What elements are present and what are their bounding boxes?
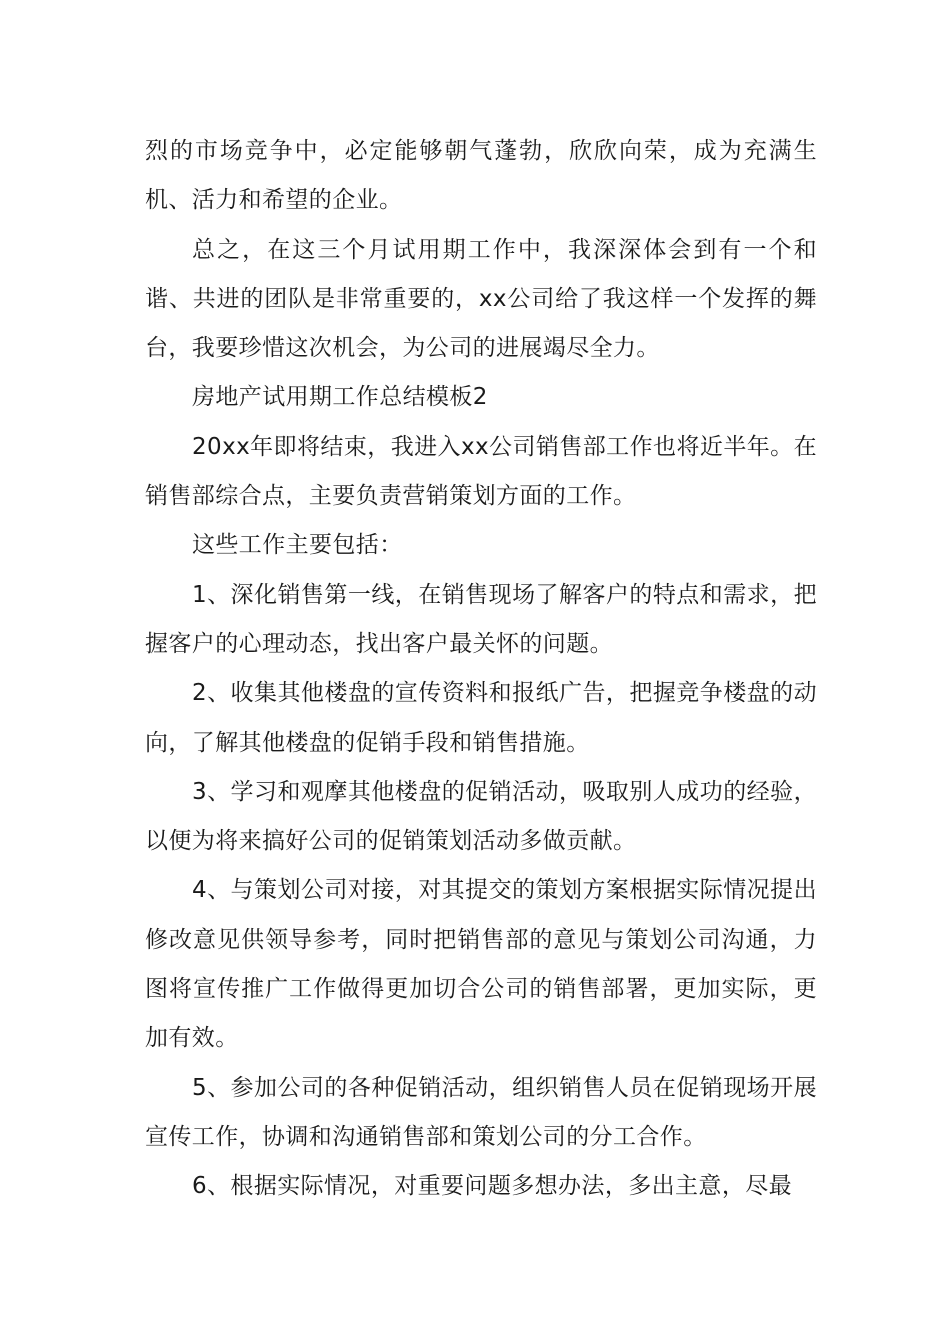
list-item-3: 3、学习和观摩其他楼盘的促销活动，吸取别人成功的经验，以便为将来搞好公司的促销策划活动多做贡献。 — [145, 778, 817, 855]
list-item-1: 1、深化销售第一线，在销售现场了解客户的特点和需求，把握客户的心理动态，找出客户最关怀的问题。 — [145, 581, 817, 657]
list-item-6: 6、根据实际情况，对重要问题多想办法，多出主意，尽最 — [192, 1173, 793, 1200]
list-item-5: 5、参加公司的各种促销活动，组织销售人员在促销现场开展宣传工作，协调和沟通销售部和策划公司的分工合作。 — [145, 1074, 817, 1150]
section-heading: 房地产试用期工作总结模板2 — [192, 384, 488, 411]
list-item-4: 4、与策划公司对接，对其提交的策划方案根据实际情况提出修改意见供领导参考，同时把销售部的意见与策划公司沟通，力图将宣传推广工作做得更加切合公司的销售部署，更加实际，更加有效。 — [145, 877, 817, 1052]
list-item-2: 2、收集其他楼盘的宣传资料和报纸广告，把握竞争楼盘的动向，了解其他楼盘的促销手段和销售措施。 — [145, 680, 817, 756]
paragraph-4: 这些工作主要包括： — [192, 532, 403, 559]
paragraph-3: 20xx年即将结束，我进入xx公司销售部工作也将近半年。在销售部综合点，主要负责营销策划方面的工作。 — [145, 433, 817, 510]
document-body — [145, 127, 817, 1212]
paragraph-2: 总之，在这三个月试用期工作中，我深深体会到有一个和谐、共进的团队是非常重要的，xx公司给了我这样一个发挥的舞台，我要珍惜这次机会，为公司的进展竭尽全力。 — [145, 236, 817, 362]
paragraph-1: 烈的市场竞争中，必定能够朝气蓬勃，欣欣向荣，成为充满生机、活力和希望的企业。 — [145, 138, 817, 214]
